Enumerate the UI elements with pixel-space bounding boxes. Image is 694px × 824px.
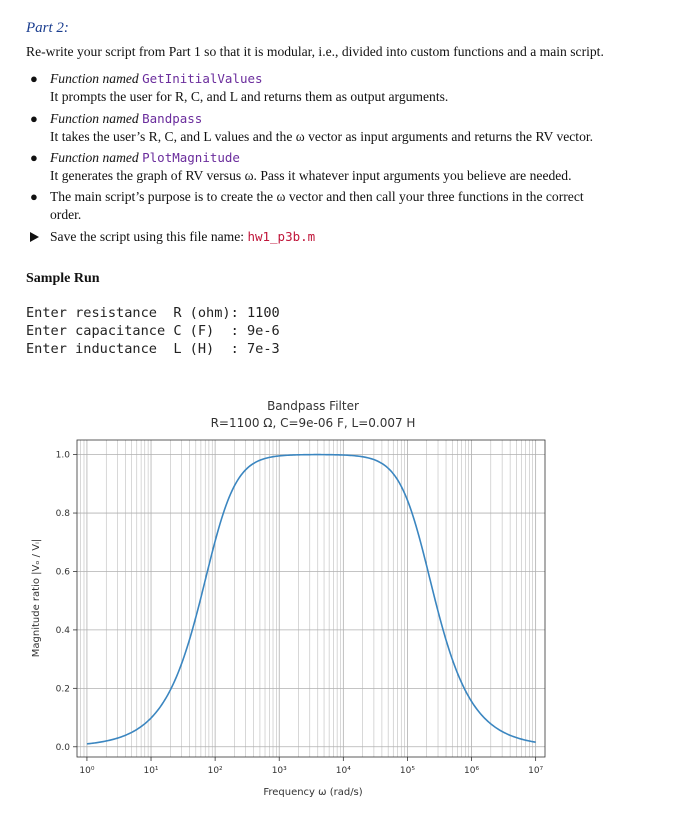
function-name: PlotMagnitude <box>142 150 240 165</box>
y-tick-label: 0.0 <box>55 742 70 753</box>
chart-title: Bandpass Filter <box>267 399 359 413</box>
function-description: It takes the user’s R, C, and L values and the ω vector as input arguments and returns the RV vector. <box>50 129 594 144</box>
console-line: Enter inductance L (H) : 7e-3 <box>26 341 280 357</box>
console-line: Enter capacitance C (F) : 9e-6 <box>26 323 280 339</box>
x-tick-label: 10³ <box>271 766 287 776</box>
function-name: GetInitialValues <box>142 71 263 86</box>
console-line: Enter resistance R (ohm): 1100 <box>26 305 280 321</box>
main-script-line-2: order. <box>50 207 82 222</box>
bullet-dot: ● <box>30 150 38 165</box>
x-tick-label: 10² <box>207 766 223 776</box>
function-prefix: Function named <box>50 71 143 86</box>
sample-run-heading: Sample Run <box>26 271 100 286</box>
function-prefix: Function named <box>50 150 143 165</box>
y-tick-label: 1.0 <box>55 450 70 461</box>
save-filename: hw1_p3b.m <box>247 229 316 244</box>
major-grid <box>77 440 545 757</box>
arrow-bullet-icon <box>30 232 39 242</box>
y-tick-label: 0.2 <box>55 684 70 695</box>
x-tick-label: 10⁶ <box>464 766 480 776</box>
bullet-dot: ● <box>30 189 38 204</box>
part-title: Part 2: <box>26 20 69 36</box>
x-tick-label: 10⁰ <box>79 766 95 776</box>
bandpass-chart <box>0 380 694 820</box>
bullet-dot: ● <box>30 71 38 86</box>
x-axis <box>79 757 543 776</box>
x-tick-label: 10⁷ <box>528 766 544 776</box>
y-tick-label: 0.8 <box>55 509 70 520</box>
function-description: It prompts the user for R, C, and L and returns them as output arguments. <box>50 89 449 104</box>
intro-text: Re-write your script from Part 1 so that it is modular, i.e., divided into custom functions and a main script. <box>26 44 604 59</box>
save-text: Save the script using this file name: <box>50 229 248 244</box>
y-axis <box>56 451 77 753</box>
plot-frame <box>77 440 545 757</box>
minor-grid <box>81 440 533 757</box>
x-tick-label: 10⁴ <box>335 766 351 776</box>
main-script-line-1: The main script’s purpose is to create the ω vector and then call your three functions in the correct <box>50 189 584 204</box>
function-prefix: Function named <box>50 111 143 126</box>
y-tick-label: 0.4 <box>55 625 70 636</box>
function-name: Bandpass <box>142 111 203 126</box>
magnitude-curve <box>87 455 536 744</box>
bullet-dot: ● <box>30 111 38 126</box>
chart-subtitle: R=1100 Ω, C=9e-06 F, L=0.007 H <box>210 416 416 430</box>
y-axis-label: Magnitude ratio |Vₒ / Vᵢ| <box>31 538 42 658</box>
x-tick-label: 10¹ <box>143 766 159 776</box>
function-description: It generates the graph of RV versus ω. Pass it whatever input arguments you believe are needed. <box>50 168 572 183</box>
y-tick-label: 0.6 <box>55 567 70 578</box>
x-axis-label: Frequency ω (rad/s) <box>263 787 363 798</box>
x-tick-label: 10⁵ <box>399 766 415 776</box>
